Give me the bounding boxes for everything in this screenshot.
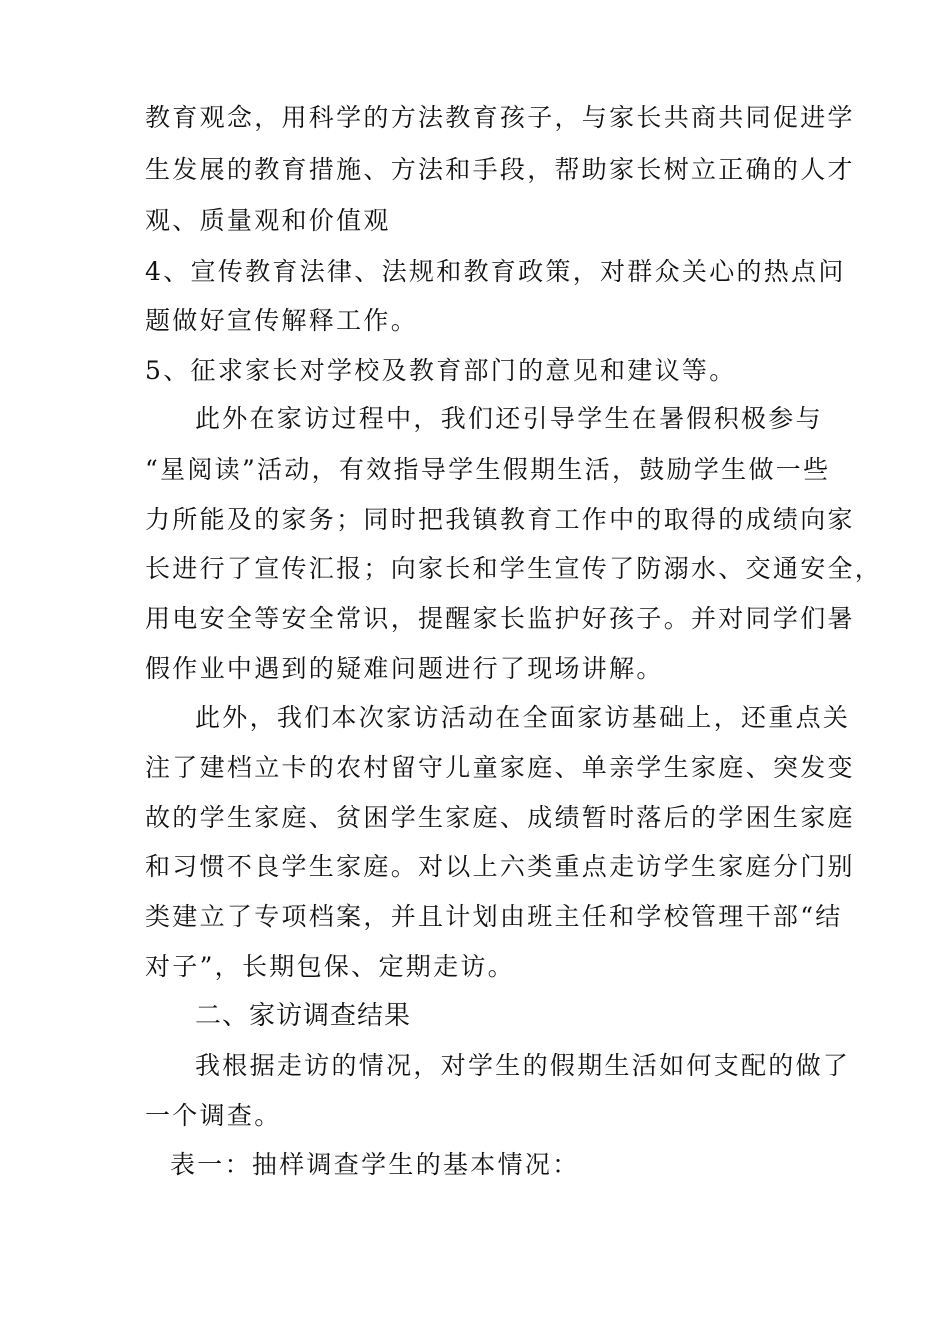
- list-item-5: 5、征求家长对学校及教育部门的意见和建议等。: [145, 356, 737, 385]
- list-item-4: 4、宣传教育法律、法规和教育政策，对群众关心的热点问: [145, 257, 846, 286]
- text-line: 对子”，长期包保、定期走访。: [145, 952, 515, 981]
- text-line: 教育观念，用科学的方法教育孩子，与家长共商共同促进学: [145, 103, 855, 132]
- paragraph-start: 我根据走访的情况，对学生的假期生活如何支配的做了: [195, 1051, 851, 1080]
- text-line: 注了建档立卡的农村留守儿童家庭、单亲学生家庭、突发变: [145, 753, 855, 782]
- paragraph-start: 此外在家访过程中，我们还引导学生在暑假积极参与: [195, 404, 823, 433]
- paragraph-start: 此外，我们本次家访活动在全面家访基础上，还重点关: [195, 703, 851, 732]
- text-line: 题做好宣传解释工作。: [145, 306, 419, 335]
- text-line: “星阅读”活动，有效指导学生假期生活，鼓励学生做一些: [145, 455, 831, 484]
- text-line: 和习惯不良学生家庭。对以上六类重点走访学生家庭分门别: [145, 852, 855, 881]
- text-line: 类建立了专项档案，并且计划由班主任和学校管理干部“结: [145, 902, 843, 931]
- text-line: 假作业中遇到的疑难问题进行了现场讲解。: [145, 654, 664, 683]
- section-heading: 二、家访调查结果: [195, 1001, 412, 1031]
- text-line: 一个调查。: [145, 1101, 282, 1130]
- text-line: 长进行了宣传汇报；向家长和学生宣传了防溺水、交通安全，: [145, 554, 883, 583]
- text-line: 故的学生家庭、贫困学生家庭、成绩暂时落后的学困生家庭: [145, 803, 855, 832]
- table-caption: 表一：抽样调查学生的基本情况：: [170, 1150, 580, 1179]
- text-line: 力所能及的家务；同时把我镇教育工作中的取得的成绩向家: [145, 505, 855, 534]
- text-line: 用电安全等安全常识，提醒家长监护好孩子。并对同学们暑: [145, 604, 855, 633]
- text-line: 观、质量观和价值观: [145, 206, 391, 235]
- text-line: 生发展的教育措施、方法和手段，帮助家长树立正确的人才: [145, 155, 855, 184]
